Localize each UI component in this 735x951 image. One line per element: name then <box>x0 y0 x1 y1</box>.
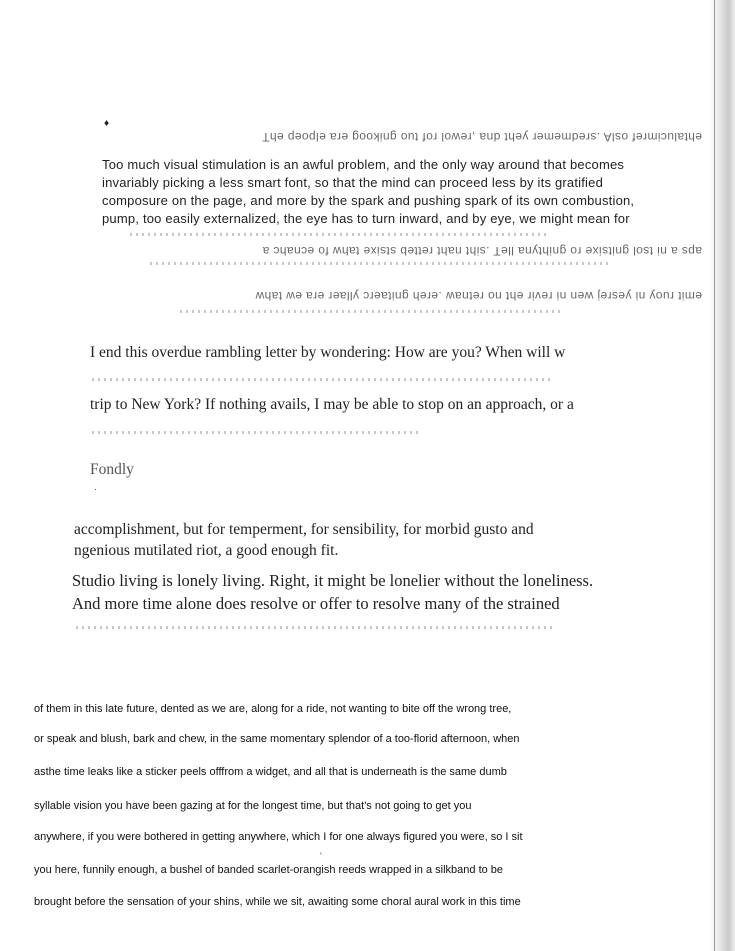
faint-noise <box>180 310 560 313</box>
section5-line-6: you here, funnily enough, a bushel of banded scarlet-orangish reeds wrapped in a silkband to be <box>34 864 504 876</box>
page-edge-line <box>714 0 715 951</box>
page-edge-shadow <box>709 0 735 951</box>
speck: ' <box>320 851 322 861</box>
section1-line-4: pump, too easily externalized, the eye has to turn inward, and by eye, we might mean for <box>102 211 630 226</box>
section2-signoff: Fondly <box>90 461 134 478</box>
section5-line-1: of them in this late future, dented as we are, along for a ride, not wanting to bite off the wrong tree, <box>34 703 512 715</box>
section5-line-7: brought before the sensation of your shins, while we sit, awaiting some choral aural work in this time <box>34 896 521 908</box>
bleed-through-top: ehtalucimref oslA .sredmemer yeht dna ,rewol rof tuo gnikoog era elpoep ehT <box>261 130 702 144</box>
bleed-through-mid: aps a ni tsol gnitsixe ro gnihtyna lleT .siht naht retteb stsixe tahw fo ecnahc a <box>262 244 702 258</box>
section3-line-1: accomplishment, but for temperment, for sensibility, for morbid gusto and <box>74 521 534 538</box>
bleed-through-bottom: emit ruoy ni yesrej wen ni revir eht no retnaw .ereh gnitaerc yllaer era ew tahw <box>255 289 702 303</box>
ornament-mark: ♦ <box>104 118 110 129</box>
speck: · <box>94 484 97 494</box>
section4-line-2: And more time alone does resolve or offer to resolve many of the strained <box>72 594 560 613</box>
section2-line-2: trip to New York? If nothing avails, I may be able to stop on an approach, or a <box>90 396 574 413</box>
section1-line-1: Too much visual stimulation is an awful problem, and the only way around that becomes <box>102 157 625 172</box>
section1-line-2: invariably picking a less smart font, so that the mind can proceed less by its gratified <box>102 175 603 190</box>
faint-noise <box>92 378 552 381</box>
section2-line-1: I end this overdue rambling letter by wondering: How are you? When will w <box>90 344 566 361</box>
section5-line-3: asthe time leaks like a sticker peels offfrom a widget, and all that is underneath is the same dumb <box>34 766 507 778</box>
faint-noise <box>76 626 556 629</box>
section5-line-5: anywhere, if you were bothered in getting anywhere, which I for one always figured you were, so I sit <box>34 831 523 843</box>
section4-line-1: Studio living is lonely living. Right, it might be lonelier without the loneliness. <box>72 571 594 590</box>
faint-noise <box>92 431 422 434</box>
section3-line-2: ngenious mutilated riot, a good enough fit. <box>74 542 339 559</box>
faint-noise <box>130 233 550 236</box>
faint-noise <box>150 262 610 265</box>
section1-line-3: composure on the page, and more by the spark and pushing spark of its own combustion, <box>102 193 635 208</box>
section5-line-2: or speak and blush, bark and chew, in the same momentary splendor of a too-florid afternoon, when <box>34 733 520 745</box>
section5-line-4: syllable vision you have been gazing at for the longest time, but that's not going to get you <box>34 800 472 812</box>
